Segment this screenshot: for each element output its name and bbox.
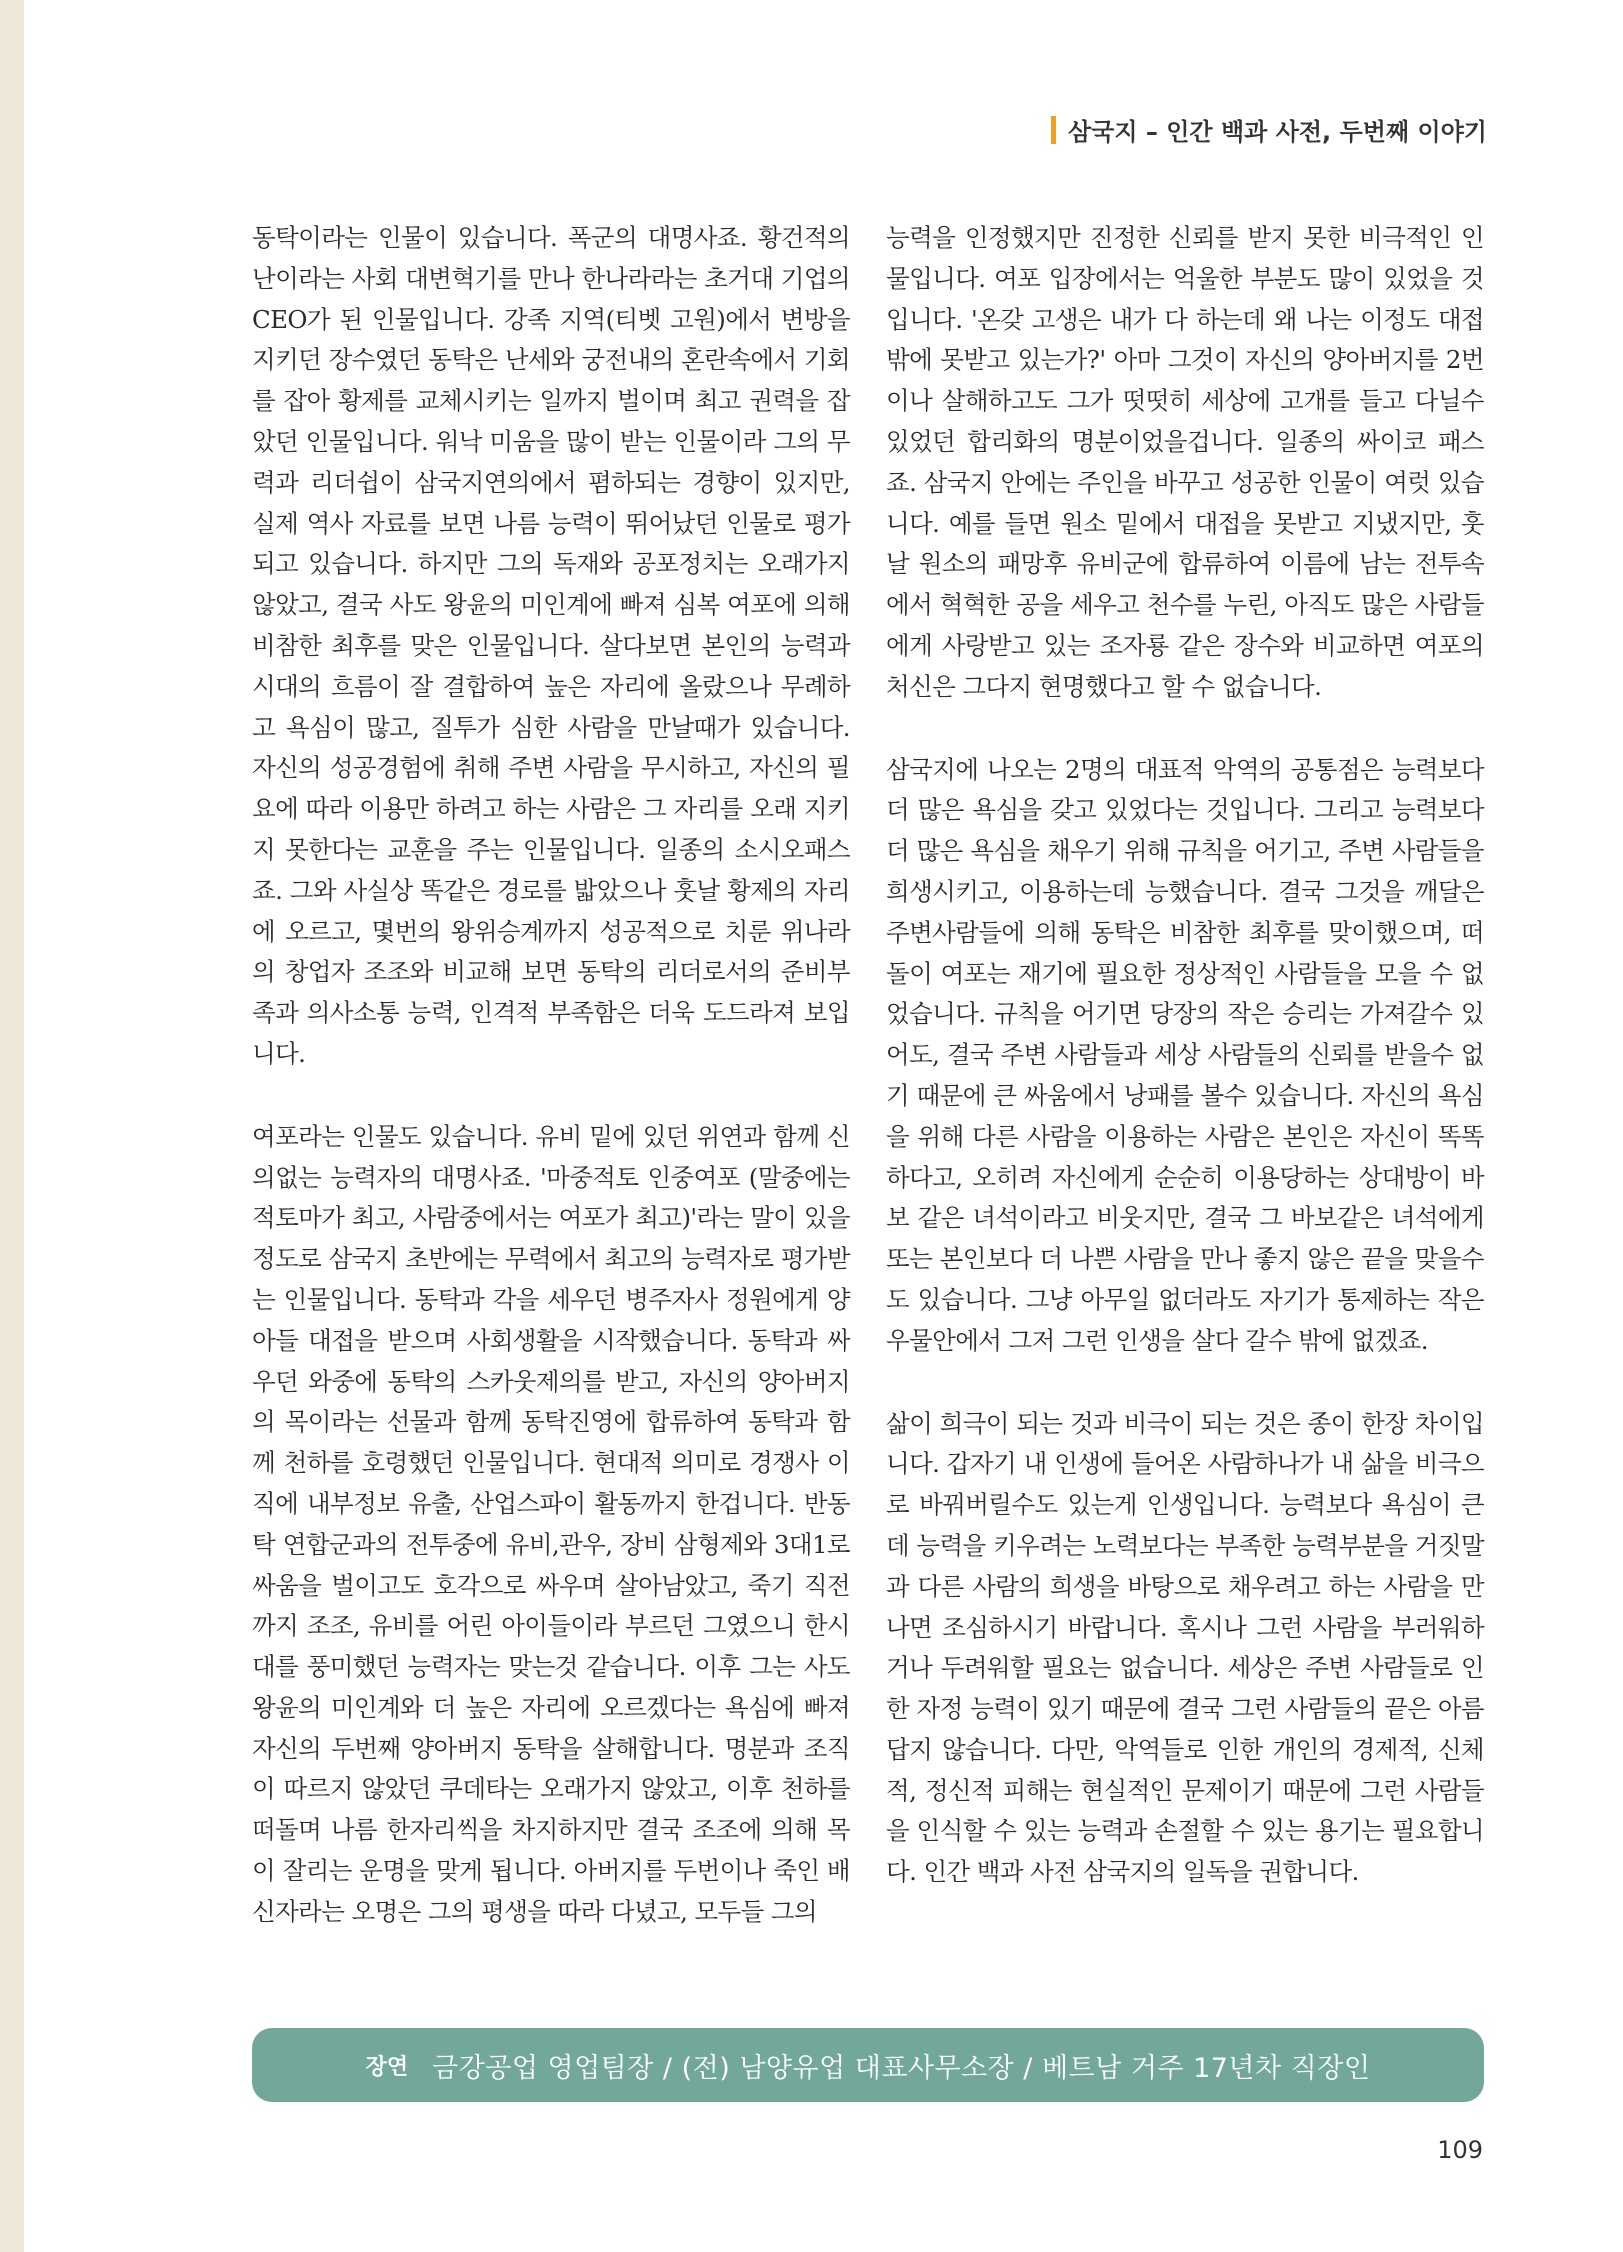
- author-description: 금강공업 영업팀장 / (전) 남양유업 대표사무소장 / 베트남 거주 17년차 직장인: [432, 2052, 1371, 2084]
- header-title: 삼국지 – 인간 백과 사전, 두번째 이야기: [1067, 118, 1487, 146]
- header-accent-bar: [1051, 116, 1056, 144]
- page-spine: [0, 0, 24, 2252]
- right-column: [886, 218, 1484, 1935]
- author-box: [252, 2028, 1484, 2102]
- paragraph-villains-common: 삼국지에 나오는 2명의 대표적 악역의 공통점은 능력보다 더 많은 욕심을 갖고 있었다는 것입니다. 그리고 능력보다 더 많은 욕심을 채우기 위해 규칙을 어기고, 주변 사람들을 희생시키고, 이용하는데 능했습니다. 결국 그것을 깨달은 주변사람들에 의해 동탁은 비참한 최후를 맞이했으며, 떠돌이 여포는 재기에 필요한 정상적인 사람들을 모을 수 없었습니다. 규칙을 어기면 당장의 작은 승리는 가져갈수 있어도, 결국 주변 사람들과 세상 사람들의 신뢰를 받을수 없기 때문에 큰 싸움에서 낭패를 볼수 있습니다. 자신의 욕심을 위해 다른 사람을 이용하는 사람은 본인은 자신이 똑똑하다고, 오히려 자신에게 순순히 이용당하는 상대방이 바보 같은 녀석이라고 비웃지만, 결국 그 바보같은 녀석에게 또는 본인보다 더 나쁜 사람을 만나 좋지 않은 끝을 맞을수도 있습니다. 그냥 아무일 없더라도 자기가 통제하는 작은 우물안에서 그저 그런 인생을 살다 갈수 밖에 없겠죠.: [886, 754, 1484, 1355]
- paragraph-yeopo: 여포라는 인물도 있습니다. 유비 밑에 있던 위연과 함께 신의없는 능력자의 대명사죠. '마중적토 인중여포 (말중에는 적토마가 최고, 사람중에서는 여포가 최고)'라는 말이 있을 정도로 삼국지 초반에는 무력에서 최고의 능력자로 평가받는 인물입니다. 동탁과 각을 세우던 병주자사 정원에게 양아들 대접을 받으며 사회생활을 시작했습니다. 동탁과 싸우던 와중에 동탁의 스카웃제의를 받고, 자신의 양아버지의 목이라는 선물과 함께 동탁진영에 합류하여 동탁과 함께 천하를 호령했던 인물입니다. 현대적 의미로 경쟁사 이직에 내부정보 유출, 산업스파이 활동까지 한겁니다. 반동탁 연합군과의 전투중에 유비,관우, 장비 삼형제와 3대1로 싸움을 벌이고도 호각으로 싸우며 살아남았고, 죽기 직전까지 조조, 유비를 어린 아이들이라 부르던 그였으니 한시대를 풍미했던 능력자는 맞는것 같습니다. 이후 그는 사도 왕윤의 미인계와 더 높은 자리에 오르겠다는 욕심에 빠져 자신의 두번째 양아버지 동탁을 살해합니다. 명분과 조직이 따르지 않았던 쿠데타는 오래가지 않았고, 이후 천하를 떠돌며 나름 한자리씩을 차지하지만 결국 조조에 의해 목이 잘리는 운명을 맞게 됩니다. 아버지를 두번이나 죽인 배신자라는 오명은 그의 평생을 따라 다녔고, 모두들 그의: [252, 1121, 850, 1926]
- running-header: [1051, 112, 1487, 147]
- paragraph-yeopo-continued: 능력을 인정했지만 진정한 신뢰를 받지 못한 비극적인 인물입니다. 여포 입장에서는 억울한 부분도 많이 있었을 것입니다. '온갖 고생은 내가 다 하는데 왜 나는 이정도 대접밖에 못받고 있는가?' 아마 그것이 자신의 양아버지를 2번이나 살해하고도 그가 떳떳히 세상에 고개를 들고 다닐수 있었던 합리화의 명분이었을겁니다. 일종의 싸이코 패스죠. 삼국지 안에는 주인을 바꾸고 성공한 인물이 여럿 있습니다. 예를 들면 원소 밑에서 대접을 못받고 지냈지만, 훗날 원소의 패망후 유비군에 합류하여 이름에 남는 전투속에서 혁혁한 공을 세우고 천수를 누린, 아직도 많은 사람들에게 사랑받고 있는 조자룡 같은 장수와 비교하면 여포의 처신은 그다지 현명했다고 할 수 없습니다.: [886, 223, 1484, 701]
- left-column: [252, 218, 850, 1975]
- author-name: 장연: [365, 2054, 409, 2080]
- paragraph-dongtak: 동탁이라는 인물이 있습니다. 폭군의 대명사죠. 황건적의 난이라는 사회 대변혁기를 만나 한나라라는 초거대 기업의 CEO가 된 인물입니다. 강족 지역(티벳 고원)에서 변방을 지키던 장수였던 동탁은 난세와 궁전내의 혼란속에서 기회를 잡아 황제를 교체시키는 일까지 벌이며 최고 권력을 잡았던 인물입니다. 워낙 미움을 많이 받는 인물이라 그의 무력과 리더쉽이 삼국지연의에서 폄하되는 경향이 있지만, 실제 역사 자료를 보면 나름 능력이 뛰어났던 인물로 평가되고 있습니다. 하지만 그의 독재와 공포정치는 오래가지 않았고, 결국 사도 왕윤의 미인계에 빠져 심복 여포에 의해 비참한 최후를 맞은 인물입니다. 살다보면 본인의 능력과 시대의 흐름이 잘 결합하여 높은 자리에 올랐으나 무례하고 욕심이 많고, 질투가 심한 사람을 만날때가 있습니다. 자신의 성공경험에 취해 주변 사람을 무시하고, 자신의 필요에 따라 이용만 하려고 하는 사람은 그 자리를 오래 지키지 못한다는 교훈을 주는 인물입니다. 일종의 소시오패스죠. 그와 사실상 똑같은 경로를 밟았으나 훗날 황제의 자리에 오르고, 몇번의 왕위승계까지 성공적으로 치룬 위나라의 창업자 조조와 비교해 보면 동탁의 리더로서의 준비부족과 의사소통 능력, 인격적 부족함은 더욱 도드라져 보입니다.: [252, 223, 850, 1068]
- paragraph-conclusion: 삶이 희극이 되는 것과 비극이 되는 것은 종이 한장 차이입니다. 갑자기 내 인생에 들어온 사람하나가 내 삶을 비극으로 바꿔버릴수도 있는게 인생입니다. 능력보다 욕심이 큰데 능력을 키우려는 노력보다는 부족한 능력부분을 거짓말과 다른 사람의 희생을 바탕으로 채우려고 하는 사람을 만나면 조심하시기 바랍니다. 혹시나 그런 사람을 부러워하거나 두려워할 필요는 없습니다. 세상은 주변 사람들로 인한 자정 능력이 있기 때문에 결국 그런 사람들의 끝은 아름답지 않습니다. 다만, 악역들로 인한 개인의 경제적, 신체적, 정신적 피해는 현실적인 문제이기 때문에 그런 사람들을 인식할 수 있는 능력과 손절할 수 있는 용기는 필요합니다. 인간 백과 사전 삼국지의 일독을 권합니다.: [886, 1408, 1484, 1887]
- page-number: 109: [1437, 2136, 1483, 2164]
